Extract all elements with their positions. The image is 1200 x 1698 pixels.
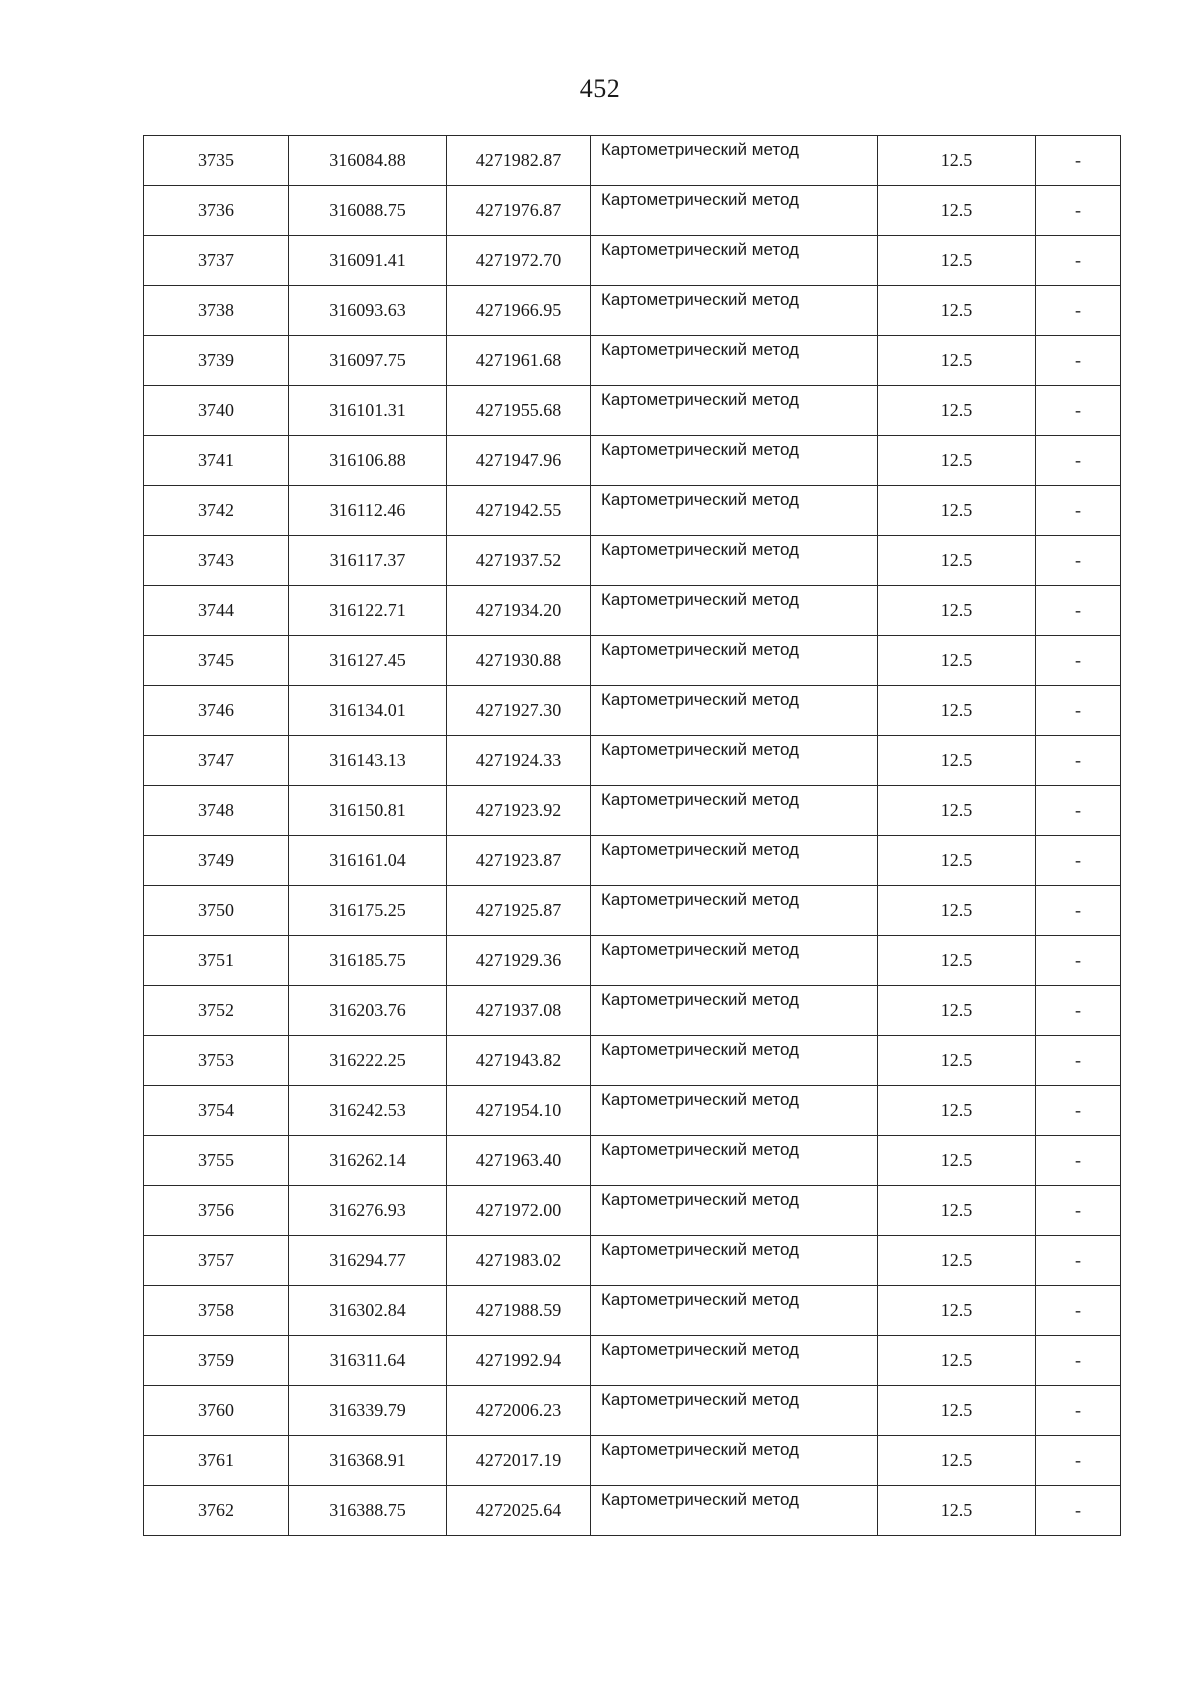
coordinates-table	[143, 135, 1121, 1536]
description-cell: -	[1036, 1236, 1121, 1286]
description-cell: -	[1036, 786, 1121, 836]
y-coordinate-cell: 4271934.20	[447, 586, 591, 636]
accuracy-cell: 12.5	[878, 836, 1036, 886]
y-coordinate-cell: 4271955.68	[447, 386, 591, 436]
method-cell: Картометрический метод	[591, 186, 878, 236]
method-cell: Картометрический метод	[591, 1436, 878, 1486]
point-number-cell: 3739	[144, 336, 289, 386]
table-row	[144, 186, 1121, 236]
point-number-cell: 3762	[144, 1486, 289, 1536]
table-row	[144, 1436, 1121, 1486]
description-cell: -	[1036, 336, 1121, 386]
table-row	[144, 236, 1121, 286]
accuracy-cell: 12.5	[878, 936, 1036, 986]
description-cell: -	[1036, 636, 1121, 686]
table-row	[144, 136, 1121, 186]
accuracy-cell: 12.5	[878, 236, 1036, 286]
point-number-cell: 3759	[144, 1336, 289, 1386]
table-row	[144, 936, 1121, 986]
point-number-cell: 3752	[144, 986, 289, 1036]
x-coordinate-cell: 316302.84	[289, 1286, 447, 1336]
x-coordinate-cell: 316150.81	[289, 786, 447, 836]
y-coordinate-cell: 4271943.82	[447, 1036, 591, 1086]
accuracy-cell: 12.5	[878, 1336, 1036, 1386]
x-coordinate-cell: 316101.31	[289, 386, 447, 436]
x-coordinate-cell: 316091.41	[289, 236, 447, 286]
method-cell: Картометрический метод	[591, 936, 878, 986]
x-coordinate-cell: 316088.75	[289, 186, 447, 236]
description-cell: -	[1036, 286, 1121, 336]
y-coordinate-cell: 4271972.00	[447, 1186, 591, 1236]
point-number-cell: 3740	[144, 386, 289, 436]
y-coordinate-cell: 4271983.02	[447, 1236, 591, 1286]
table-row	[144, 736, 1121, 786]
point-number-cell: 3755	[144, 1136, 289, 1186]
description-cell: -	[1036, 986, 1121, 1036]
y-coordinate-cell: 4272025.64	[447, 1486, 591, 1536]
x-coordinate-cell: 316117.37	[289, 536, 447, 586]
point-number-cell: 3738	[144, 286, 289, 336]
description-cell: -	[1036, 886, 1121, 936]
method-cell: Картометрический метод	[591, 1136, 878, 1186]
table-row	[144, 486, 1121, 536]
table-row	[144, 586, 1121, 636]
method-cell: Картометрический метод	[591, 836, 878, 886]
point-number-cell: 3741	[144, 436, 289, 486]
point-number-cell: 3743	[144, 536, 289, 586]
point-number-cell: 3745	[144, 636, 289, 686]
point-number-cell: 3742	[144, 486, 289, 536]
table-row	[144, 1336, 1121, 1386]
table-row	[144, 886, 1121, 936]
x-coordinate-cell: 316093.63	[289, 286, 447, 336]
description-cell: -	[1036, 1186, 1121, 1236]
table-row	[144, 1486, 1121, 1536]
description-cell: -	[1036, 386, 1121, 436]
description-cell: -	[1036, 686, 1121, 736]
y-coordinate-cell: 4271982.87	[447, 136, 591, 186]
point-number-cell: 3736	[144, 186, 289, 236]
method-cell: Картометрический метод	[591, 586, 878, 636]
point-number-cell: 3749	[144, 836, 289, 886]
method-cell: Картометрический метод	[591, 886, 878, 936]
y-coordinate-cell: 4271929.36	[447, 936, 591, 986]
x-coordinate-cell: 316294.77	[289, 1236, 447, 1286]
accuracy-cell: 12.5	[878, 1186, 1036, 1236]
description-cell: -	[1036, 1336, 1121, 1386]
accuracy-cell: 12.5	[878, 686, 1036, 736]
point-number-cell: 3756	[144, 1186, 289, 1236]
y-coordinate-cell: 4271924.33	[447, 736, 591, 786]
y-coordinate-cell: 4271972.70	[447, 236, 591, 286]
table-row	[144, 786, 1121, 836]
point-number-cell: 3754	[144, 1086, 289, 1136]
accuracy-cell: 12.5	[878, 536, 1036, 586]
point-number-cell: 3746	[144, 686, 289, 736]
x-coordinate-cell: 316242.53	[289, 1086, 447, 1136]
accuracy-cell: 12.5	[878, 1236, 1036, 1286]
method-cell: Картометрический метод	[591, 1336, 878, 1386]
table-row	[144, 536, 1121, 586]
method-cell: Картометрический метод	[591, 1486, 878, 1536]
method-cell: Картометрический метод	[591, 536, 878, 586]
method-cell: Картометрический метод	[591, 1036, 878, 1086]
description-cell: -	[1036, 836, 1121, 886]
method-cell: Картометрический метод	[591, 986, 878, 1036]
x-coordinate-cell: 316203.76	[289, 986, 447, 1036]
description-cell: -	[1036, 1486, 1121, 1536]
x-coordinate-cell: 316084.88	[289, 136, 447, 186]
y-coordinate-cell: 4272006.23	[447, 1386, 591, 1436]
y-coordinate-cell: 4271937.52	[447, 536, 591, 586]
method-cell: Картометрический метод	[591, 136, 878, 186]
point-number-cell: 3735	[144, 136, 289, 186]
table-row	[144, 336, 1121, 386]
table-row	[144, 1386, 1121, 1436]
table-row	[144, 386, 1121, 436]
accuracy-cell: 12.5	[878, 1436, 1036, 1486]
accuracy-cell: 12.5	[878, 286, 1036, 336]
y-coordinate-cell: 4271976.87	[447, 186, 591, 236]
description-cell: -	[1036, 236, 1121, 286]
point-number-cell: 3758	[144, 1286, 289, 1336]
accuracy-cell: 12.5	[878, 736, 1036, 786]
description-cell: -	[1036, 136, 1121, 186]
description-cell: -	[1036, 586, 1121, 636]
description-cell: -	[1036, 1386, 1121, 1436]
point-number-cell: 3761	[144, 1436, 289, 1486]
x-coordinate-cell: 316122.71	[289, 586, 447, 636]
x-coordinate-cell: 316097.75	[289, 336, 447, 386]
x-coordinate-cell: 316175.25	[289, 886, 447, 936]
accuracy-cell: 12.5	[878, 1386, 1036, 1436]
description-cell: -	[1036, 736, 1121, 786]
accuracy-cell: 12.5	[878, 136, 1036, 186]
table-row	[144, 836, 1121, 886]
y-coordinate-cell: 4271923.92	[447, 786, 591, 836]
description-cell: -	[1036, 936, 1121, 986]
table-row	[144, 436, 1121, 486]
accuracy-cell: 12.5	[878, 1286, 1036, 1336]
table-row	[144, 1186, 1121, 1236]
x-coordinate-cell: 316311.64	[289, 1336, 447, 1386]
table-row	[144, 1136, 1121, 1186]
description-cell: -	[1036, 1286, 1121, 1336]
point-number-cell: 3751	[144, 936, 289, 986]
x-coordinate-cell: 316161.04	[289, 836, 447, 886]
accuracy-cell: 12.5	[878, 1036, 1036, 1086]
method-cell: Картометрический метод	[591, 336, 878, 386]
y-coordinate-cell: 4271992.94	[447, 1336, 591, 1386]
accuracy-cell: 12.5	[878, 786, 1036, 836]
accuracy-cell: 12.5	[878, 386, 1036, 436]
y-coordinate-cell: 4271942.55	[447, 486, 591, 536]
point-number-cell: 3748	[144, 786, 289, 836]
point-number-cell: 3753	[144, 1036, 289, 1086]
y-coordinate-cell: 4271930.88	[447, 636, 591, 686]
y-coordinate-cell: 4271988.59	[447, 1286, 591, 1336]
point-number-cell: 3750	[144, 886, 289, 936]
point-number-cell: 3744	[144, 586, 289, 636]
table-row	[144, 1036, 1121, 1086]
table-row	[144, 286, 1121, 336]
x-coordinate-cell: 316127.45	[289, 636, 447, 686]
method-cell: Картометрический метод	[591, 486, 878, 536]
method-cell: Картометрический метод	[591, 1186, 878, 1236]
method-cell: Картометрический метод	[591, 1386, 878, 1436]
method-cell: Картометрический метод	[591, 1086, 878, 1136]
method-cell: Картометрический метод	[591, 386, 878, 436]
page-number: 452	[579, 74, 621, 103]
accuracy-cell: 12.5	[878, 886, 1036, 936]
point-number-cell: 3737	[144, 236, 289, 286]
accuracy-cell: 12.5	[878, 986, 1036, 1036]
table-row	[144, 986, 1121, 1036]
table-row	[144, 686, 1121, 736]
method-cell: Картометрический метод	[591, 786, 878, 836]
y-coordinate-cell: 4271947.96	[447, 436, 591, 486]
description-cell: -	[1036, 1086, 1121, 1136]
point-number-cell: 3747	[144, 736, 289, 786]
point-number-cell: 3760	[144, 1386, 289, 1436]
description-cell: -	[1036, 436, 1121, 486]
coordinates-table-body	[144, 136, 1121, 1536]
x-coordinate-cell: 316112.46	[289, 486, 447, 536]
table-row	[144, 1236, 1121, 1286]
accuracy-cell: 12.5	[878, 1136, 1036, 1186]
accuracy-cell: 12.5	[878, 336, 1036, 386]
method-cell: Картометрический метод	[591, 436, 878, 486]
y-coordinate-cell: 4271923.87	[447, 836, 591, 886]
method-cell: Картометрический метод	[591, 1236, 878, 1286]
x-coordinate-cell: 316185.75	[289, 936, 447, 986]
x-coordinate-cell: 316276.93	[289, 1186, 447, 1236]
x-coordinate-cell: 316339.79	[289, 1386, 447, 1436]
description-cell: -	[1036, 1136, 1121, 1186]
x-coordinate-cell: 316388.75	[289, 1486, 447, 1536]
x-coordinate-cell: 316262.14	[289, 1136, 447, 1186]
accuracy-cell: 12.5	[878, 1086, 1036, 1136]
x-coordinate-cell: 316368.91	[289, 1436, 447, 1486]
x-coordinate-cell: 316106.88	[289, 436, 447, 486]
description-cell: -	[1036, 536, 1121, 586]
accuracy-cell: 12.5	[878, 636, 1036, 686]
description-cell: -	[1036, 186, 1121, 236]
y-coordinate-cell: 4271937.08	[447, 986, 591, 1036]
point-number-cell: 3757	[144, 1236, 289, 1286]
table-row	[144, 1086, 1121, 1136]
accuracy-cell: 12.5	[878, 586, 1036, 636]
description-cell: -	[1036, 486, 1121, 536]
accuracy-cell: 12.5	[878, 1486, 1036, 1536]
y-coordinate-cell: 4271927.30	[447, 686, 591, 736]
table-row	[144, 636, 1121, 686]
x-coordinate-cell: 316134.01	[289, 686, 447, 736]
method-cell: Картометрический метод	[591, 286, 878, 336]
accuracy-cell: 12.5	[878, 486, 1036, 536]
method-cell: Картометрический метод	[591, 236, 878, 286]
y-coordinate-cell: 4271966.95	[447, 286, 591, 336]
y-coordinate-cell: 4271954.10	[447, 1086, 591, 1136]
method-cell: Картометрический метод	[591, 686, 878, 736]
description-cell: -	[1036, 1036, 1121, 1086]
accuracy-cell: 12.5	[878, 436, 1036, 486]
method-cell: Картометрический метод	[591, 636, 878, 686]
y-coordinate-cell: 4271961.68	[447, 336, 591, 386]
table-row	[144, 1286, 1121, 1336]
method-cell: Картометрический метод	[591, 736, 878, 786]
x-coordinate-cell: 316222.25	[289, 1036, 447, 1086]
accuracy-cell: 12.5	[878, 186, 1036, 236]
y-coordinate-cell: 4272017.19	[447, 1436, 591, 1486]
y-coordinate-cell: 4271963.40	[447, 1136, 591, 1186]
x-coordinate-cell: 316143.13	[289, 736, 447, 786]
y-coordinate-cell: 4271925.87	[447, 886, 591, 936]
description-cell: -	[1036, 1436, 1121, 1486]
method-cell: Картометрический метод	[591, 1286, 878, 1336]
